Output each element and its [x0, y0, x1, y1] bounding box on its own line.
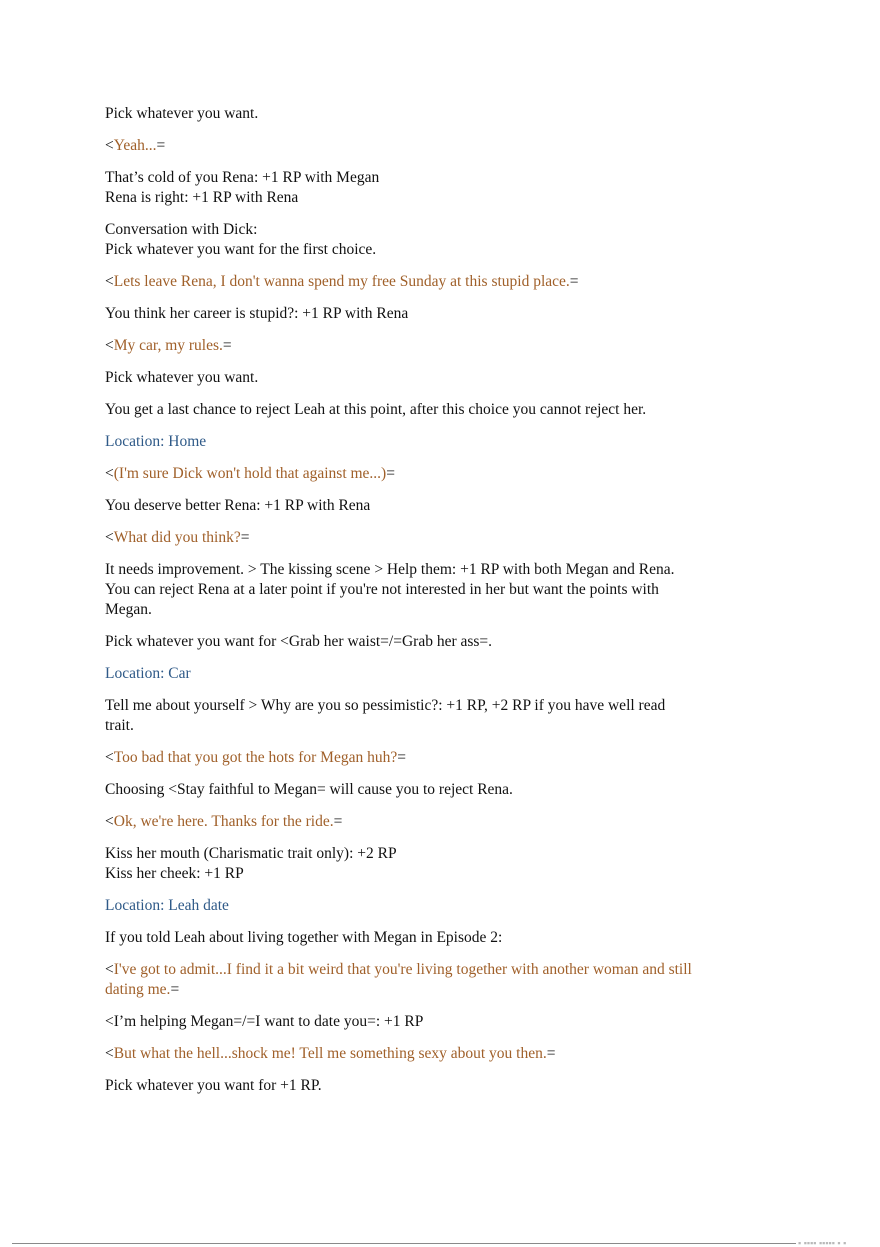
conversation-heading: Conversation with Dick: [105, 221, 258, 238]
choice-line: It needs improvement. > The kissing scene > Help them: +1 RP with both Megan and Rena. [105, 561, 675, 578]
choice-line: That’s cold of you Rena: +1 RP with Megan [105, 169, 380, 186]
footer-page-mark: ▪ ▪▪▪▪ ▪▪▪▪▪ ▪ ▪ [798, 1239, 847, 1247]
dialogue-choice: <But what the hell...shock me! Tell me something sexy about you then.= [105, 1045, 556, 1062]
choice-points: You deserve better Rena: +1 RP with Rena [105, 497, 371, 514]
footer-divider [12, 1243, 796, 1244]
choice-points [105, 844, 735, 884]
dialogue-line: <I've got to admit...I find it a bit weird that you're living together with another woman and still [105, 961, 692, 978]
choice-points: <I’m helping Megan=/=I want to date you=: +1 RP [105, 1013, 424, 1030]
reject-note: You get a last chance to reject Leah at this point, after this choice you cannot reject her. [105, 401, 647, 418]
reject-note: Choosing <Stay faithful to Megan= will cause you to reject Rena. [105, 781, 513, 798]
conversation-note [105, 220, 735, 260]
instruction-text: Pick whatever you want. [105, 105, 259, 122]
choice-line: Kiss her mouth (Charismatic trait only): +2 RP [105, 845, 397, 862]
note-line: You can reject Rena at a later point if you're not interested in her but want the points with [105, 581, 659, 598]
dialogue-choice: <My car, my rules.= [105, 337, 232, 354]
choice-points [105, 696, 735, 736]
dialogue-line: dating me.= [105, 981, 180, 998]
document-body [105, 104, 735, 1108]
location-heading-home: Location: Home [105, 433, 207, 450]
choice-points [105, 168, 735, 208]
dialogue-choice: <Too bad that you got the hots for Megan huh?= [105, 749, 406, 766]
choice-points: You think her career is stupid?: +1 RP with Rena [105, 305, 409, 322]
dialogue-choice: <Ok, we're here. Thanks for the ride.= [105, 813, 343, 830]
instruction-text: Pick whatever you want. [105, 369, 259, 386]
dialogue-choice: <Yeah...= [105, 137, 166, 154]
choice-points [105, 560, 735, 620]
choice-line: Tell me about yourself > Why are you so pessimistic?: +1 RP, +2 RP if you have well read [105, 697, 666, 714]
choice-line: Kiss her cheek: +1 RP [105, 865, 244, 882]
choice-line: Rena is right: +1 RP with Rena [105, 189, 299, 206]
instruction-line: Pick whatever you want for the first choice. [105, 241, 377, 258]
instruction-text: Pick whatever you want for <Grab her waist=/=Grab her ass=. [105, 633, 493, 650]
dialogue-choice [105, 960, 735, 1000]
dialogue-choice: <Lets leave Rena, I don't wanna spend my free Sunday at this stupid place.= [105, 273, 579, 290]
dialogue-choice: <What did you think?= [105, 529, 250, 546]
instruction-text: Pick whatever you want for +1 RP. [105, 1077, 322, 1094]
note-line: Megan. [105, 601, 152, 618]
location-heading-car: Location: Car [105, 665, 191, 682]
location-heading-leah-date: Location: Leah date [105, 897, 229, 914]
dialogue-choice: <(I'm sure Dick won't hold that against me...)= [105, 465, 395, 482]
condition-note: If you told Leah about living together with Megan in Episode 2: [105, 929, 503, 946]
choice-line: trait. [105, 717, 134, 734]
